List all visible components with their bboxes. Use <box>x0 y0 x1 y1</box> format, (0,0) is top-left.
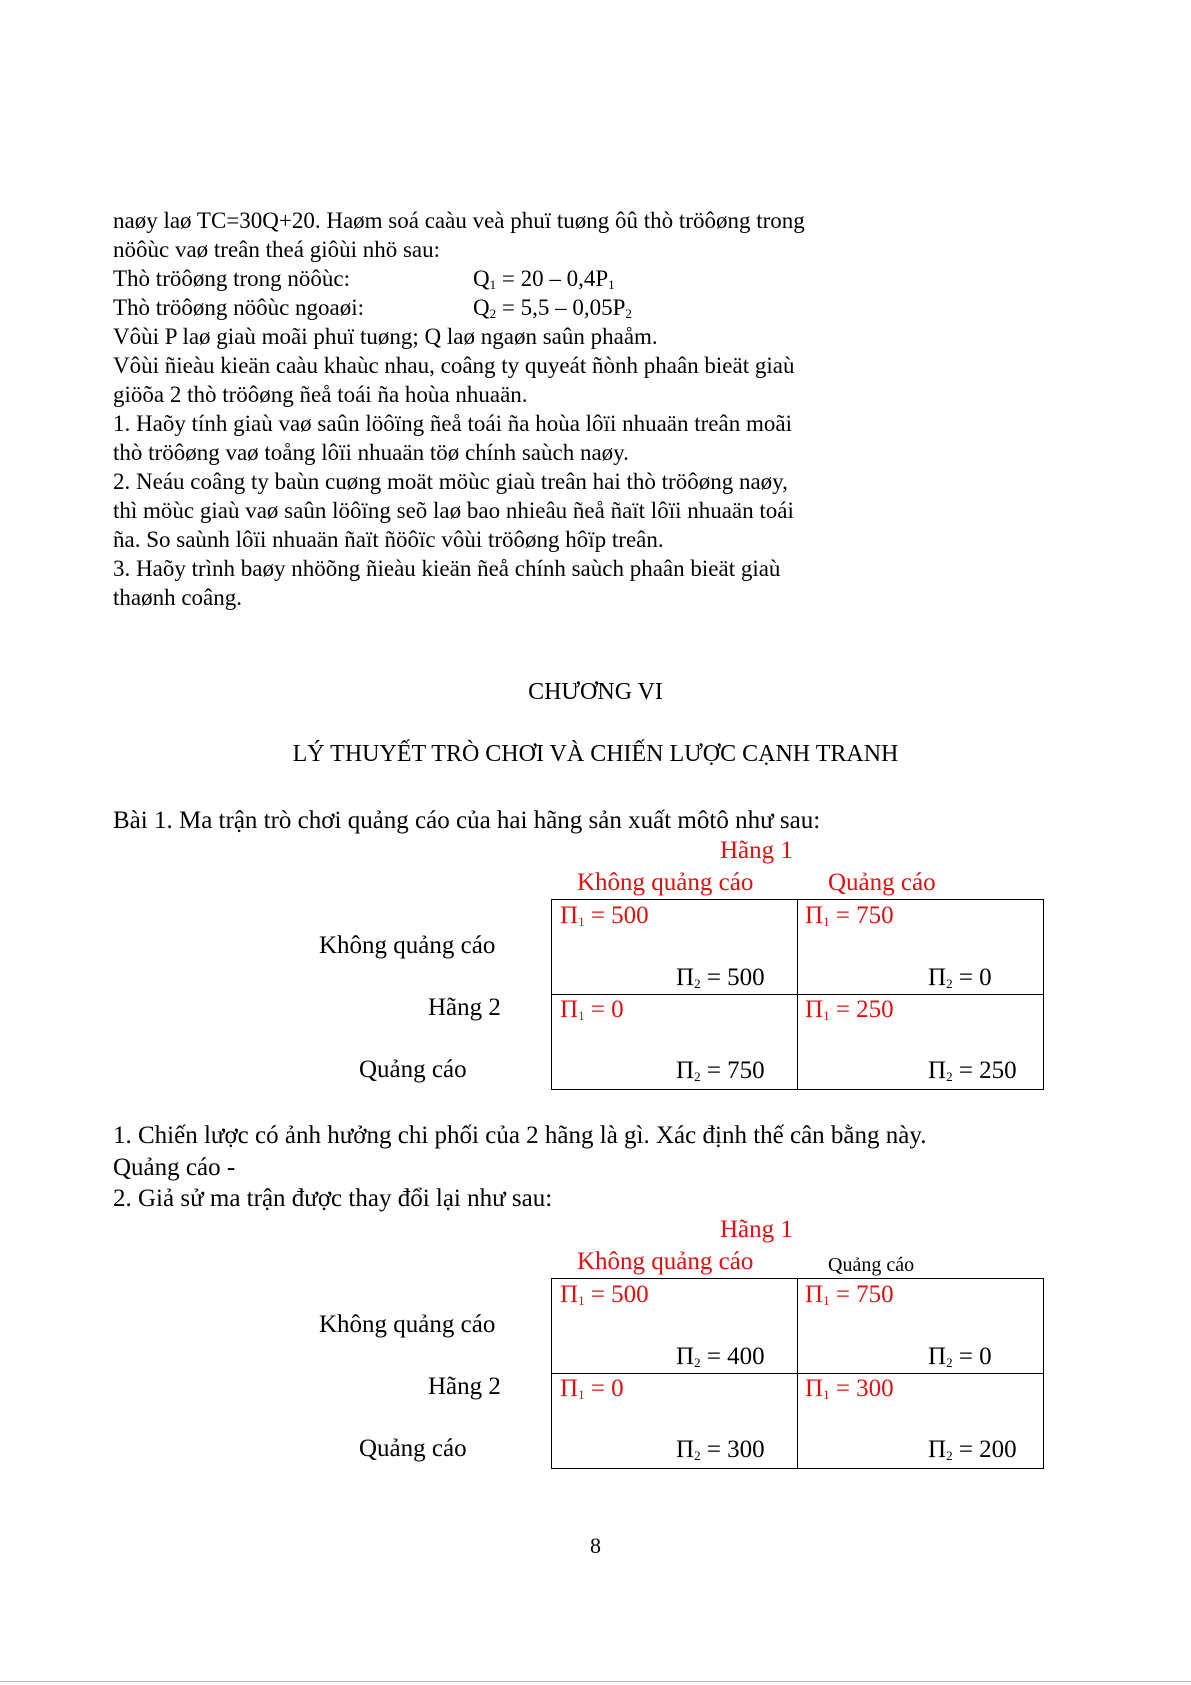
matrix1-col-no-ad: Không quảng cáo <box>577 869 754 896</box>
m2-c22-pi1: $\Pi_1 = 300$ <box>805 1375 894 1402</box>
intro-line: 2. Neáu coâng ty baùn cuøng moät möùc giaù treân hai thò tröôøng naøy, <box>113 469 788 494</box>
matrix2-firm2-label: Hãng 2 <box>428 1373 501 1400</box>
foreign-equation: $Q_2 = 5,5 - 0,05P_2$ <box>473 295 632 321</box>
intro-line: thaønh coâng. <box>113 585 243 610</box>
intro-line: giöõa 2 thò tröôøng ñeå toái ña hoùa nhuaän. <box>113 382 528 407</box>
matrix1-firm2-label: Hãng 2 <box>428 994 501 1021</box>
intro-line: naøy laø TC=30Q+20. Haøm soá caàu veà phuï tuøng ôû thò tröôøng trong <box>113 208 805 233</box>
m2-c22-pi2: $\Pi_2 = 200$ <box>928 1436 1017 1463</box>
m2-c12-pi1: $\Pi_1 = 750$ <box>805 1281 894 1308</box>
demand-domestic <box>113 264 615 293</box>
exercise-1-intro: Bài 1. Ma trận trò chơi quảng cáo của hai hãng sản xuất môtô như sau: <box>113 807 821 834</box>
m2-c12-pi2: $\Pi_2 = 0$ <box>928 1343 992 1370</box>
question-2: 2. Giả sử ma trận được thay đổi lại như sau: <box>113 1185 553 1212</box>
matrix2-row-ad: Quảng cáo <box>359 1435 467 1462</box>
m2-c21-pi1: $\Pi_1 = 0$ <box>560 1375 624 1402</box>
question-1-answer: Quảng cáo - <box>113 1154 236 1181</box>
footer-divider <box>0 1681 1191 1682</box>
m1-c22-pi1: $\Pi_1 = 250$ <box>805 996 894 1023</box>
demand-foreign <box>113 293 632 322</box>
page-number: 8 <box>590 1533 601 1558</box>
intro-line: 1. Haõy tính giaù vaø saûn löôïng ñeå toái ña hoùa lôïi nhuaän treân moãi <box>113 411 792 436</box>
matrix2-row-no-ad: Không quảng cáo <box>319 1311 496 1338</box>
matrix1-firm1-label: Hãng 1 <box>720 837 793 864</box>
matrix1-col-ad: Quảng cáo <box>828 869 936 896</box>
m2-c11-pi2: $\Pi_2 = 400$ <box>676 1343 765 1370</box>
chapter-title: CHƯƠNG VI <box>528 679 663 705</box>
intro-line: Vôùi ñieàu kieän caàu khaùc nhau, coâng ty quyeát ñònh phaân bieät giaù <box>113 353 795 378</box>
m1-c21-pi2: $\Pi_2 = 750$ <box>676 1057 765 1084</box>
intro-line: 3. Haõy trình baøy nhöõng ñieàu kieän ñeå chính saùch phaân bieät giaù <box>113 556 781 581</box>
intro-line: thò tröôøng vaø toång lôïi nhuaän töø chính saùch naøy. <box>113 440 629 465</box>
intro-line: nöôùc vaø treân theá giôùi nhö sau: <box>113 237 441 262</box>
payoff-matrix-1 <box>551 899 1044 1090</box>
m1-c12-pi2: $\Pi_2 = 0$ <box>928 964 992 991</box>
matrix2-firm1-label: Hãng 1 <box>720 1216 793 1243</box>
m2-c21-pi2: $\Pi_2 = 300$ <box>676 1436 765 1463</box>
m1-c11-pi1: $\Pi_1 = 500$ <box>560 902 649 929</box>
m1-c22-pi2: $\Pi_2 = 250$ <box>928 1057 1017 1084</box>
payoff-matrix-2 <box>551 1278 1044 1469</box>
domestic-equation: $Q_1 = 20 - 0,4P_1$ <box>473 266 615 292</box>
foreign-label: Thò tröôøng nöôùc ngoaøi: <box>113 295 365 320</box>
m2-c11-pi1: $\Pi_1 = 500$ <box>560 1281 649 1308</box>
matrix2-col-ad: Quảng cáo <box>828 1254 915 1276</box>
matrix1-row-ad: Quảng cáo <box>359 1056 467 1083</box>
m1-c11-pi2: $\Pi_2 = 500$ <box>676 964 765 991</box>
m1-c21-pi1: $\Pi_1 = 0$ <box>560 996 624 1023</box>
matrix1-row-no-ad: Không quảng cáo <box>319 932 496 959</box>
question-1: 1. Chiến lược có ảnh hưởng chi phối của 2 hãng là gì. Xác định thế cân bằng này. <box>113 1122 927 1149</box>
matrix2-col-no-ad: Không quảng cáo <box>577 1248 754 1275</box>
chapter-subtitle: LÝ THUYẾT TRÒ CHƠI VÀ CHIẾN LƯỢC CẠNH TRANH <box>292 741 899 767</box>
m1-c12-pi1: $\Pi_1 = 750$ <box>805 902 894 929</box>
intro-line: thì möùc giaù vaø saûn löôïng seõ laø bao nhieâu ñeå ñaït lôïi nhuaän toái <box>113 498 794 523</box>
intro-line: ña. So saùnh lôïi nhuaän ñaït ñöôïc vôùi tröôøng hôïp treân. <box>113 527 664 552</box>
intro-line: Vôùi P laø giaù moãi phuï tuøng; Q laø ngaøn saûn phaåm. <box>113 324 658 349</box>
domestic-label: Thò tröôøng trong nöôùc: <box>113 266 350 291</box>
